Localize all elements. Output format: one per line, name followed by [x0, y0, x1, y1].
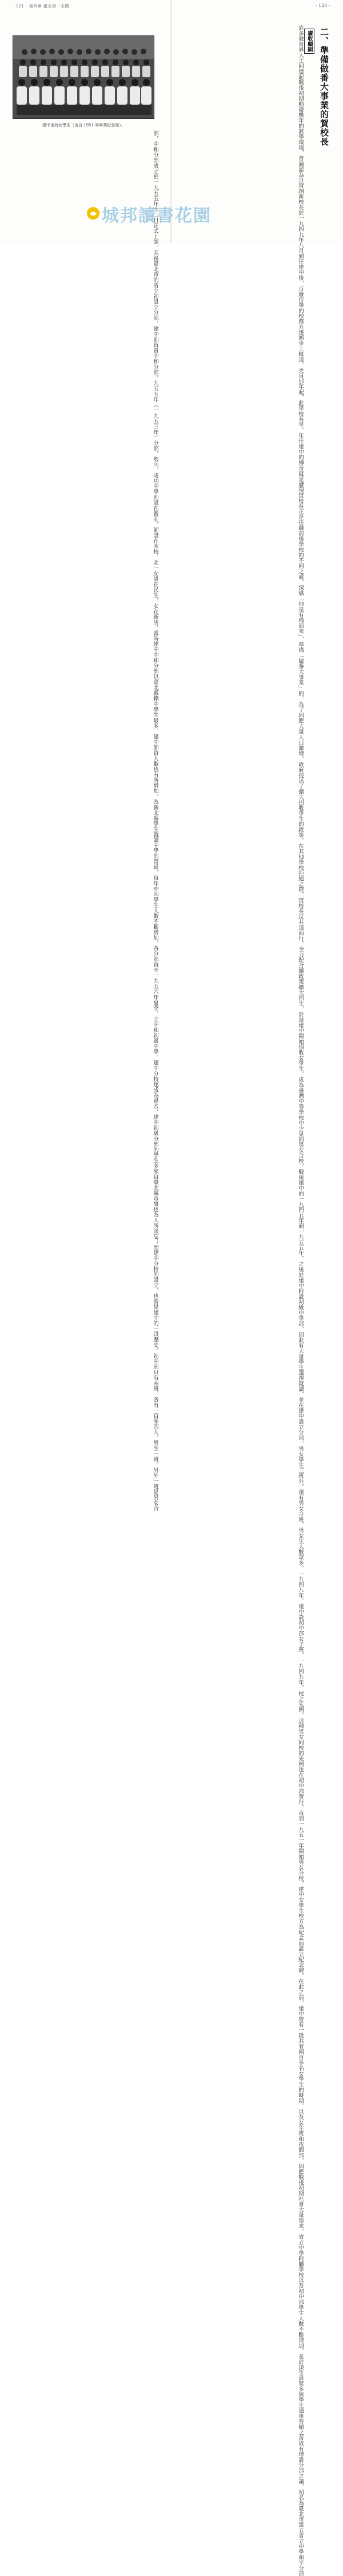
- section-subheading: 廣收顧嗣: [304, 29, 314, 54]
- right-text-column: 許多教育界人士回憶起戰後初期動盪幾年的教學環境，普遍認為自賀翊新校長於一九四: [297, 25, 304, 232]
- right-text-column: 淡生員眾多與學生通車勞頓之苦故有增設分部之議，初名為臺北市第五省立中學和平分部: [297, 2364, 304, 2576]
- right-text-column: 政策擴大招生，於是建中開始招收女學生，成為臺灣中等學校中少見的男女合校，戰後建中的: [297, 973, 304, 1196]
- left-text-column: 立中和初級中學，建中分校遂成為過去。: [152, 1016, 158, 1114]
- right-text-column: 男女學生三班外，還有男女合班，男女生人數眾多，一九四八年，建中設初中部女子班，一九四九年，: [297, 1446, 304, 1691]
- class-photo: [13, 35, 154, 119]
- watermark-text: 城邦讀書花園: [102, 206, 212, 226]
- right-text-column: 校方為紀念而設立紀念碑，在此之前，建中曾有一段共有兩百多名女學生的時期，以及女生班: [297, 1913, 304, 2136]
- left-text-column: 初中部只有兩班，各有一百: [152, 1353, 158, 1418]
- left-text-column: 事也為人所淡忘；而建中分校: [152, 1200, 158, 1271]
- left-text-column: 勢內，成功中學則設在新莊，師: [152, 456, 158, 532]
- right-text-column: 校之先例，這種男女同校的先例也在初中部實行，直到一九五一年開始男女分校，建中女學生: [297, 1690, 304, 1914]
- class-photo-image: [13, 36, 154, 118]
- left-text-column: 九五五年（一九五三年）分部，: [152, 380, 158, 456]
- left-text-column: 在新店。當時建中中和分部以臺北縣籍: [152, 609, 158, 701]
- right-text-column: 人口激增，政府提出了擴大招收學生的政策，在其他學校拒絕之際，賀校長反其道而行，全力配合擴: [297, 734, 304, 973]
- left-text-column: 建中初級分部的學生多來自臺北縣市: [152, 1114, 158, 1201]
- left-page-header: - 121 - 第四章 臺北第一志願: [13, 4, 69, 9]
- left-text-column: 中學生最多，建中師資人數也有所增加。: [152, 701, 158, 799]
- left-text-column: 零四人，男生一班，另外一班是男女合: [152, 1418, 158, 1510]
- right-page-header: - 120 -: [315, 3, 330, 8]
- right-text-column: 發現賀校長正是任職前後學校的不同之處，深感「他是有備而來」、準備「做番大事業」的，為了因應大量: [297, 482, 304, 734]
- right-text-column: 一九四五年到一九五五年，之後於建中附設初級中學部，因此有大量學生選擇就讀，並在建中設立分部，: [297, 1196, 304, 1446]
- left-text-column: 的設立，也曾是建中的一段歷史。: [152, 1271, 158, 1353]
- right-text-column: 和夜間部，因應戰後初期社會大量需求，省立中學附屬學校以及初中部學生人數不斷增加，並於: [297, 2136, 304, 2364]
- left-text-column: 設在本校，北一女設在民生，女: [152, 532, 158, 609]
- left-text-column: 十二日正式上課，其後臺北市的省立: [152, 206, 158, 293]
- left-text-column: 為新北縣學生就讀中學的管道，: [152, 798, 158, 875]
- left-text-column: 每年亦因學生人數不斷增加，: [152, 874, 158, 945]
- left-text-column: 部，中和分部成立於一九五五年: [152, 130, 158, 206]
- right-page-body: [294, 25, 305, 2576]
- right-text-column: 九年八月到任建中後，百廢待舉的校務方逐漸步上軌道，更自那年起，此學校長早，年任建中的傳奇就是: [297, 232, 304, 482]
- section-heading: 二、準備做番大事業的賀校長: [319, 27, 329, 146]
- photo-caption: 建中也有女學生（由自 1951 年畢業紀念冊）。: [42, 123, 125, 128]
- left-text-column: 各分部直至一九五六年夏季，: [152, 945, 158, 1016]
- watermark-logo-icon: [86, 206, 101, 221]
- left-text-column: 初設立分部，建中則負責中和分部。: [152, 293, 158, 380]
